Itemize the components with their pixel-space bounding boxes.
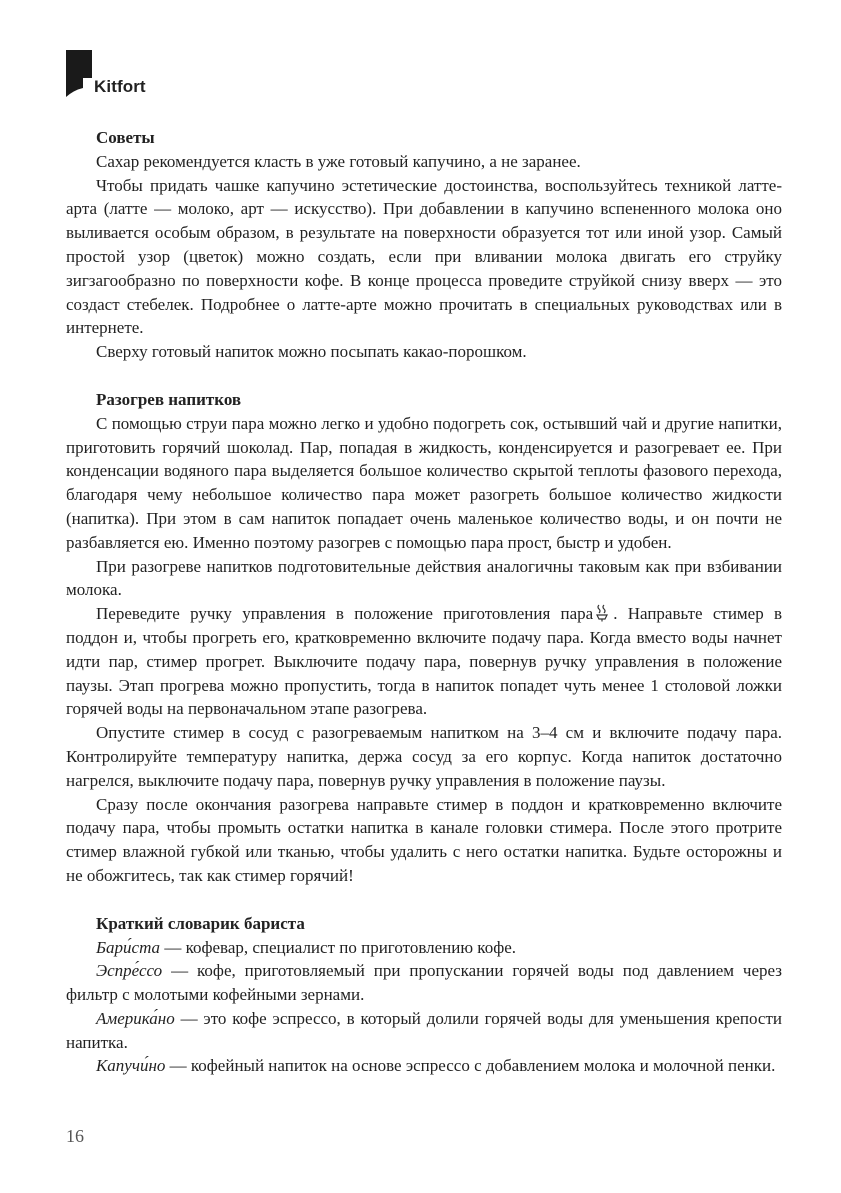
- section-title: Советы: [96, 128, 155, 147]
- section-glossary: [66, 912, 782, 1079]
- glossary-definition: — кофе, приготовляемый при пропускании горячей воды под давлением через фильтр с молотыми кофейными зернами.: [66, 961, 782, 1005]
- brand-name: Kitfort: [94, 77, 146, 96]
- glossary-entry: [66, 959, 782, 1007]
- page-number: 16: [66, 1126, 84, 1146]
- glossary-term: Бари́ста: [96, 937, 161, 957]
- glossary-term: Америка́но: [96, 1008, 175, 1028]
- glossary-definition: — кофевар, специалист по приготовлению кофе.: [160, 937, 517, 957]
- paragraph: При разогреве напитков подготовительные действия аналогичны таковым как при взбивании молока.: [66, 556, 782, 600]
- paragraph: Чтобы придать чашке капучино эстетические достоинства, воспользуйтесь техникой латте-арта (латте — молоко, арт — искусство). При добавлении в капучино вспененного молока оно выливается особым образом, в результате на поверхности образуется тот или иной узор. Самый простой узор (цветок) можно создать, если при вливании молока двигать его струйку зигзагообразно по поверхности кофе. В конце процесса проведите струйкой снизу вверх — это создаст стебелек. Подробнее о латте-арте можно прочитать в специальных руководствах или в интернете.: [66, 175, 782, 338]
- paragraph: Сахар рекомендуется класть в уже готовый капучино, а не заранее.: [96, 151, 581, 171]
- paragraph: Сверху готовый напиток можно посыпать какао-порошком.: [96, 342, 527, 362]
- section-title: Краткий словарик бариста: [96, 913, 305, 933]
- text-fragment: Переведите ручку управления в положение приготовления пара: [96, 604, 594, 624]
- paragraph: С помощью струи пара можно легко и удобно подогреть сок, остывший чай и другие напитки, приготовить горячий шоколад. Пар, попадая в жидкость, конденсируется и разогревает ее. При конденсации водяного пара выделяется большое количество скрытой теплоты фазового перехода, благодаря чему небольшое количество пара может разогреть большое количество жидкости (напитка). При этом в сам напиток попадает очень маленькое количество воды, и он почти не разбавляется ею. Именно поэтому разогрев с помощью пара прост, быстр и удобен.: [66, 413, 782, 552]
- text-fragment: . Направьте стимер в поддон и, чтобы прогреть его, кратковременно включите подачу пара. Когда вместо воды начнет идти пар, стимер прогрет. Выключите подачу пара, повернув ручку управления в положение паузы. Этап прогрева можно пропустить, тогда в напиток попадет чуть менее 1 столовой ложки горячей воды на первоначальном этапе разогрева.: [66, 604, 782, 719]
- glossary-term: Эспре́ссо: [96, 961, 163, 981]
- glossary-entry: [66, 1007, 782, 1055]
- steam-mode-icon: [595, 604, 609, 622]
- glossary-definition: — это кофе эспрессо, в который долили горячей воды для уменьшения крепости напитка.: [66, 1008, 782, 1052]
- section-tips: [66, 126, 782, 364]
- glossary-definition: — кофейный напиток на основе эспрессо с добавлением молока и молочной пенки.: [165, 1056, 776, 1076]
- document-body: [66, 126, 782, 1102]
- paragraph-steam: [66, 602, 782, 721]
- paragraph: Опустите стимер в сосуд с разогреваемым напитком на 3–4 см и включите подачу пара. Контролируйте температуру напитка, держа сосуд за его корпус. Когда напиток достаточно нагрелся, выключите подачу пара, повернув ручку управления в положение паузы.: [66, 723, 782, 790]
- glossary-entry: [66, 936, 782, 960]
- paragraph: Сразу после окончания разогрева направьте стимер в поддон и кратковременно включите подачу пара, чтобы промыть остатки напитка в канале головки стимера. После этого протрите стимер влажной губкой или тканью, чтобы удалить с него остатки напитка. Будьте осторожны и не обожгитесь, так как стимер горячий!: [66, 794, 782, 885]
- section-heating: [66, 388, 782, 888]
- section-title: Разогрев напитков: [96, 389, 242, 409]
- glossary-term: Капучи́но: [96, 1056, 166, 1076]
- glossary-entry: [66, 1054, 782, 1078]
- kitfort-logo-icon: [66, 50, 96, 100]
